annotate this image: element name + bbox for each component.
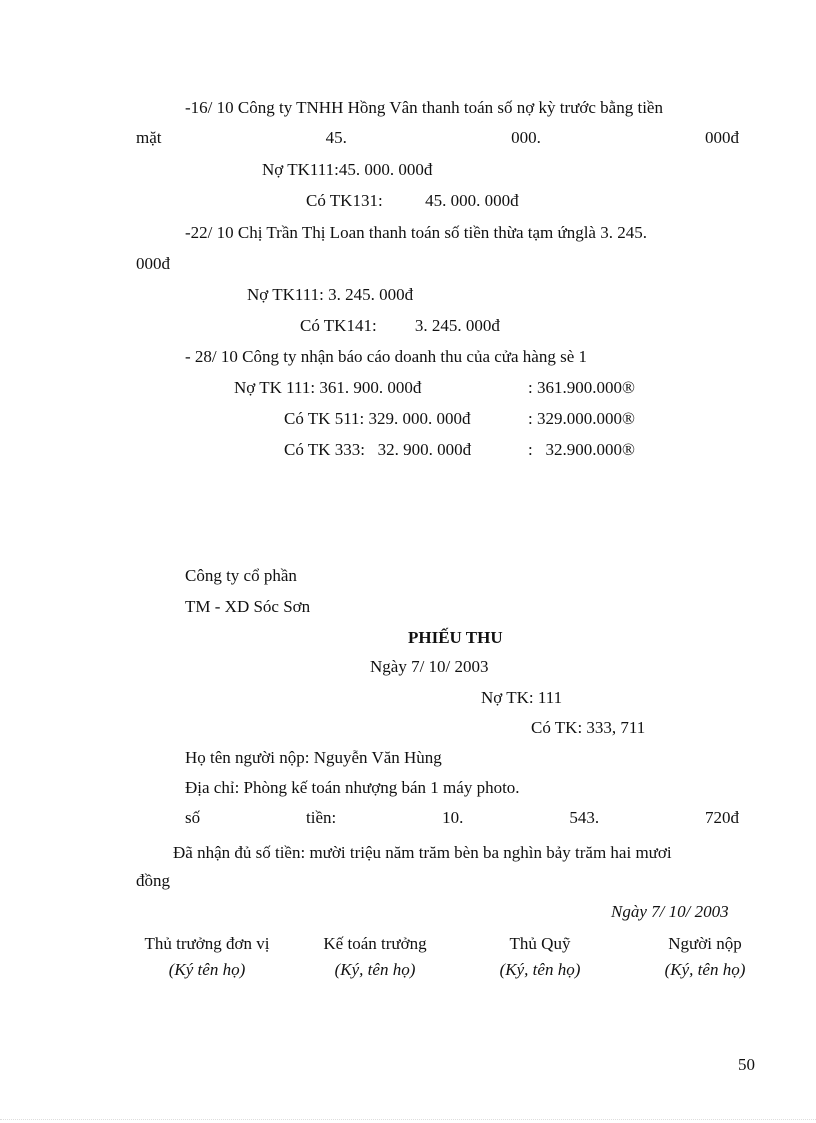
- signature-note: (Ký, tên họ): [664, 960, 746, 979]
- bottom-divider: [0, 1119, 816, 1120]
- entry-28-debit: Nợ TK 111: 361. 900. 000đ: [234, 378, 422, 397]
- signature-role: Người nộp: [668, 934, 742, 953]
- entry-16-amount-part: 45.: [325, 128, 347, 147]
- receipt-credit-account: Có TK: 333, 711: [531, 718, 646, 737]
- entry-16-credit: Có TK131: 45. 000. 000đ: [306, 191, 519, 210]
- entry-28-credit-333: Có TK 333: 32. 900. 000đ: [284, 440, 472, 459]
- entry-28-credit-511: Có TK 511: 329. 000. 000đ: [284, 409, 471, 428]
- signature-role: Kế toán trưởng: [323, 934, 427, 953]
- signature-note: (Ký tên họ): [168, 960, 246, 979]
- company-name: Công ty cổ phần: [185, 566, 297, 585]
- entry-22-credit: Có TK141: 3. 245. 000đ: [300, 316, 500, 335]
- signature-note: (Ký, tên họ): [334, 960, 416, 979]
- signature-role: Thủ trưởng đơn vị: [144, 934, 270, 953]
- signature-note: (Ký, tên họ): [499, 960, 581, 979]
- entry-22-description-cont: 000đ: [136, 254, 170, 273]
- page-number: 50: [738, 1055, 755, 1074]
- signature-role: Thủ Quỹ: [509, 934, 571, 953]
- entry-28-debit-total: : 361.900.000®: [528, 378, 635, 397]
- entry-22-description: -22/ 10 Chị Trần Thị Loan thanh toán số tiền thừa tạm ứnglà 3. 245.: [185, 223, 647, 242]
- signature-date: Ngày 7/ 10/ 2003: [611, 902, 729, 921]
- company-name-cont: TM - XD Sóc Sơn: [185, 597, 311, 616]
- entry-28-credit-333-total: : 32.900.000®: [528, 440, 635, 459]
- entry-16-amount-line: [136, 128, 739, 148]
- entry-28-description: - 28/ 10 Công ty nhận báo cáo doanh thu của cửa hàng sè 1: [185, 347, 587, 366]
- receipt-debit-account: Nợ TK: 111: [481, 688, 563, 707]
- amount-in-words-cont: đồng: [136, 871, 170, 890]
- amount-part: 543.: [569, 808, 600, 827]
- receipt-amount-line: [185, 808, 739, 828]
- amount-part: 10.: [442, 808, 464, 827]
- signature-block-cashier: [475, 933, 605, 981]
- payer-address: Địa chỉ: Phòng kế toán nhượng bán 1 máy photo.: [185, 778, 520, 797]
- entry-16-amount-word: mặt: [136, 128, 162, 147]
- amount-in-words: Đã nhận đủ số tiền: mười triệu năm trăm bèn ba nghìn bảy trăm hai mươi: [173, 843, 672, 862]
- entry-16-description: -16/ 10 Công ty TNHH Hồng Vân thanh toán số nợ kỳ trước bằng tiền: [185, 98, 663, 117]
- entry-16-debit: Nợ TK111:45. 000. 000đ: [262, 160, 433, 179]
- receipt-title: PHIẾU THU: [408, 628, 503, 647]
- signature-block-chief-accountant: [305, 933, 445, 981]
- entry-16-amount-part: 000.: [511, 128, 541, 147]
- amount-part: 720đ: [704, 808, 739, 827]
- receipt-date: Ngày 7/ 10/ 2003: [370, 657, 489, 676]
- entry-22-debit: Nợ TK111: 3. 245. 000đ: [247, 285, 414, 304]
- signature-block-payer: [645, 933, 765, 981]
- payer-name: Họ tên người nộp: Nguyễn Văn Hùng: [185, 748, 442, 767]
- signature-block-head: [136, 933, 278, 981]
- entry-28-credit-511-total: : 329.000.000®: [528, 409, 635, 428]
- entry-16-amount-part: 000đ: [704, 128, 739, 147]
- amount-label-word: số: [185, 808, 201, 827]
- amount-label-word: tiền:: [306, 808, 337, 827]
